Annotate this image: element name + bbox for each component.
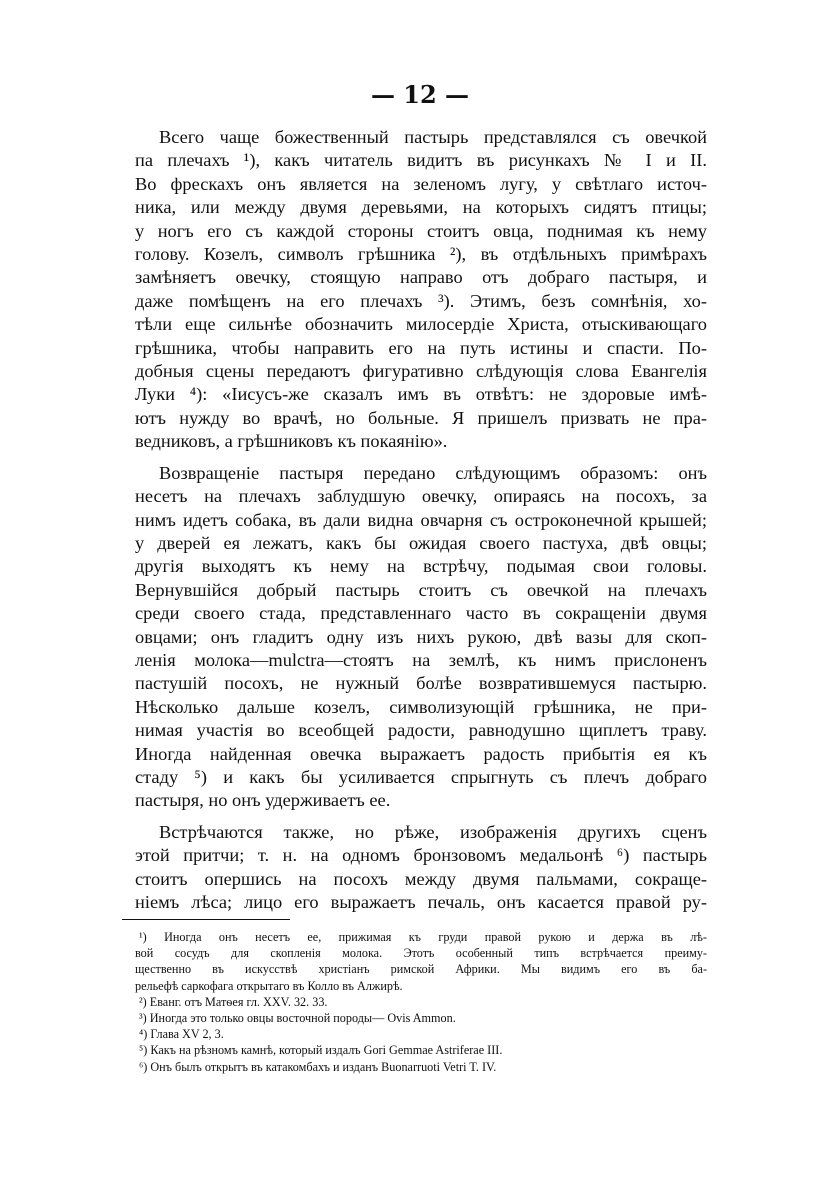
text-line: у ногъ его съ каждой стороны стоитъ овца, поднимая къ нему bbox=[135, 220, 707, 241]
footnote-line: ²) Еванг. отъ Матѳея гл. XXV. 32. 33. bbox=[139, 994, 328, 1009]
text-line: тѣли еще сильнѣе обозначить милосердіе Христа, отыскивающаго bbox=[135, 314, 707, 335]
text-line: пастушій посохъ, не нужный болѣе возвратившемуся пастырю. bbox=[135, 673, 707, 694]
text-line: Во фрескахъ онъ является на зеленомъ лугу, у свѣтлаго источ- bbox=[135, 173, 707, 194]
text-line: голову. Козелъ, символъ грѣшника ²), въ отдѣльныхъ примѣрахъ bbox=[135, 244, 707, 265]
footnote-line: ¹) Иногда онъ несетъ ее, прижимая къ груди правой рукою и держа въ лѣ- bbox=[139, 930, 707, 944]
text-line: па плечахъ ¹), какъ читатель видитъ въ рисункахъ № I и II. bbox=[135, 150, 707, 171]
text-line: несетъ на плечахъ заблудшую овечку, опираясь на посохъ, за bbox=[135, 486, 707, 507]
footnotes bbox=[135, 929, 707, 1075]
text-line: Вернувшійся добрый пастырь стоитъ съ овечкой на плечахъ bbox=[135, 579, 707, 600]
text-line: добныя сцены передаютъ фигуративно слѣдующія слова Евангелія bbox=[135, 361, 707, 382]
text-line: Возвращеніе пастыря передано слѣдующимъ образомъ: онъ bbox=[159, 462, 707, 483]
page-number: — 12 — bbox=[370, 80, 470, 109]
text-line: среди своего стада, представленнаго часто въ сокращеніи двумя bbox=[135, 603, 707, 624]
body-text bbox=[135, 126, 707, 914]
text-line: ютъ нужду во врачѣ, но больные. Я пришелъ призвать не пра- bbox=[135, 407, 707, 428]
footnote-divider bbox=[122, 919, 290, 920]
text-line: стаду ⁵) и какъ бы усиливается спрыгнуть съ плечъ добраго bbox=[135, 766, 707, 787]
text-line: Нѣсколько дальше козелъ, символизующій грѣшника, не при- bbox=[135, 696, 707, 717]
text-line: Всего чаще божественный пастырь представлялся съ овечкой bbox=[159, 127, 707, 147]
text-line: даже помѣщенъ на его плечахъ ³). Этимъ, безъ сомнѣнія, хо- bbox=[135, 290, 707, 311]
text-line: ленія молока—mulctra—стоятъ на землѣ, къ нимъ прислоненъ bbox=[135, 649, 707, 670]
footnote-line: рельефѣ саркофага открытаго въ Колло въ Алжирѣ. bbox=[135, 978, 403, 993]
footnote-line: щественно въ искусствѣ христіанъ римской Африки. Мы видимъ его въ ба- bbox=[135, 962, 707, 977]
text-line: Встрѣчаются также, но рѣже, изображенія другихъ сценъ bbox=[159, 821, 707, 842]
paragraph-3 bbox=[135, 821, 707, 915]
footnote-line: ⁶) Онъ былъ открытъ въ катакомбахъ и изданъ Buonarruoti Vetri T. IV. bbox=[139, 1059, 497, 1074]
text-line: этой притчи; т. н. на одномъ бронзовомъ медальонѣ ⁶) пастырь bbox=[135, 845, 707, 866]
text-line: замѣняетъ овечку, стоящую направо отъ добраго пастыря, и bbox=[135, 267, 707, 288]
footnote-line: ⁵) Какъ на рѣзномъ камнѣ, который издалъ Gori Gemmae Astriferae III. bbox=[139, 1043, 503, 1058]
text-line: ведниковъ, а грѣшниковъ къ покаянію». bbox=[135, 431, 448, 452]
footnote-line: ⁴) Глава XV 2, 3. bbox=[139, 1027, 224, 1042]
text-line: другія выходятъ къ нему на встрѣчу, подымая свои головы. bbox=[135, 556, 707, 577]
text-line: овцами; онъ гладитъ одну изъ нихъ рукою, двѣ вазы для скоп- bbox=[135, 626, 707, 647]
text-line: пастыря, но онъ удерживаетъ ее. bbox=[135, 790, 391, 811]
text-line: стоитъ опершись на посохъ между двумя пальмами, сокраще- bbox=[135, 868, 707, 889]
text-line: у дверей ея лежатъ, какъ бы ожидая своего пастуха, двѣ овцы; bbox=[135, 532, 707, 553]
footnote-line: ³) Иногда это только овцы восточной породы— Ovis Ammon. bbox=[139, 1011, 456, 1026]
footnote-line: вой сосудъ для скопленія молока. Этотъ особенный типъ встрѣчается преиму- bbox=[135, 946, 707, 961]
paragraph-1 bbox=[135, 126, 707, 454]
text-line: ніемъ лѣса; лицо его выражаетъ печаль, онъ касается правой ру- bbox=[135, 892, 707, 912]
text-line: Иногда найденная овечка выражаетъ радость прибытія ея къ bbox=[135, 743, 707, 764]
text-line: нимая участія во всеобщей радости, равнодушно щиплетъ траву. bbox=[135, 720, 707, 741]
text-line: грѣшника, чтобы направить его на путь истины и спасти. По- bbox=[135, 337, 707, 358]
text-line: Луки ⁴): «Іисусъ-же сказалъ имъ въ отвѣтъ: не здоровые имѣ- bbox=[135, 384, 707, 405]
paragraph-2 bbox=[135, 462, 707, 813]
text-line: ника, или между двумя деревьями, на которыхъ сидятъ птицы; bbox=[135, 197, 707, 218]
text-line: нимъ идетъ собака, въ дали видна овчарня съ остроконечной крышей; bbox=[135, 509, 707, 530]
